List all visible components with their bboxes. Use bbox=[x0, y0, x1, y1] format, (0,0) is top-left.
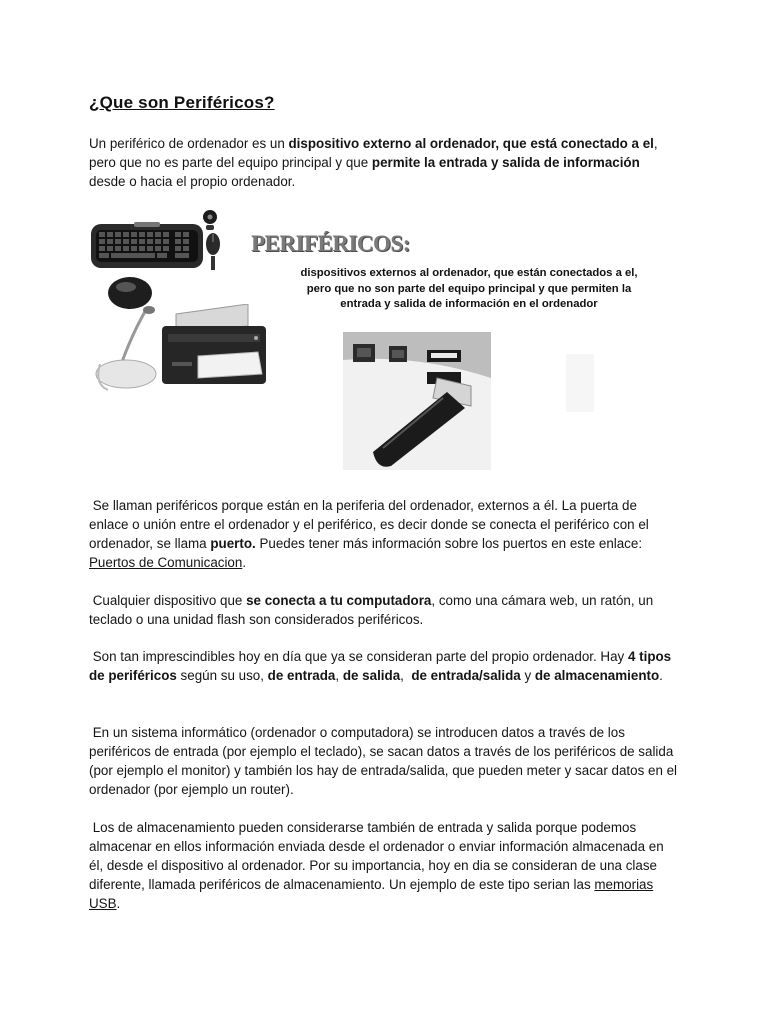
para2-text-1: Se llaman periféricos porque están en la periferia del ordenador, externos a él. La puerta de enlace o unión entre el ordenador y el periférico, es decir donde se conecta el periférico con el ordenador, se llama bbox=[89, 498, 649, 551]
para4-bold-3: de salida bbox=[342, 668, 401, 683]
image-desc-line-3: entrada y salida de información en el ordenador bbox=[340, 298, 598, 310]
para6-text-1: Los de almacenamiento pueden considerarse también de entrada y salida porque podemos almacenar en ellos información enviada desde el ordenador o enviar información almacenada en él, desde el dispositivo al ordenador. Por su importancia, hoy en dia se consideran de una clase diferente, llamada periféricos de almacenamiento. Un ejemplo de este tipo serian las bbox=[89, 820, 664, 892]
intro-bold-2: permite la entrada y salida de información bbox=[371, 155, 640, 170]
keyboard-icon bbox=[90, 220, 205, 272]
para3-text-2: , como una cámara web, un ratón, un teclado o una unidad flash son considerados periféricos. bbox=[89, 593, 654, 627]
para4-bold-1: 4 tipos de periféricos bbox=[89, 649, 672, 683]
image-desc-line-2: pero que no son parte del equipo principal y que permiten la bbox=[306, 282, 632, 295]
intro-paragraph bbox=[89, 134, 679, 191]
ports-paragraph bbox=[89, 496, 679, 572]
para4-bold-4: de entrada/salida bbox=[411, 668, 521, 683]
types-paragraph bbox=[89, 647, 679, 685]
device-paragraph bbox=[89, 591, 679, 629]
image-heading: PERIFÉRICOS: bbox=[251, 231, 410, 256]
para2-text-2: Puedes tener más información sobre los puertos en este enlace: bbox=[255, 536, 643, 551]
para2-text-3: . bbox=[242, 555, 247, 570]
page-title: ¿Que son Periféricos? bbox=[89, 93, 275, 112]
peripherals-illustration bbox=[86, 204, 656, 476]
usb-memory-link[interactable]: memorias USB bbox=[89, 877, 654, 911]
image-description bbox=[284, 266, 654, 313]
faint-artifact bbox=[562, 350, 598, 416]
para4-text-3: , bbox=[335, 668, 343, 683]
para4-text-4: , bbox=[400, 668, 412, 683]
para3-bold-1: se conecta a tu computadora bbox=[246, 593, 432, 608]
storage-paragraph bbox=[89, 818, 679, 913]
para3-text-1: Cualquier dispositivo que bbox=[92, 593, 247, 608]
para4-bold-5: de almacenamiento bbox=[534, 668, 660, 683]
para4-text-6: . bbox=[659, 668, 663, 683]
intro-text-2: , pero que no es parte del equipo principal y que bbox=[89, 136, 658, 170]
para4-text-1: Son tan imprescindibles hoy en día que ya se consideran parte del propio ordenador. Hay bbox=[92, 649, 628, 664]
para4-text-2: según su uso, bbox=[176, 668, 268, 683]
small-mouse-icon bbox=[203, 232, 223, 272]
ports-link[interactable]: Puertos de Comunicacion bbox=[89, 555, 243, 570]
para2-bold-1: puerto. bbox=[210, 536, 256, 551]
intro-text-1: Un periférico de ordenador es un bbox=[89, 136, 289, 151]
para6-text-2: . bbox=[116, 896, 121, 911]
intro-bold-1: dispositivo externo al ordenador, que está conectado a el bbox=[288, 136, 654, 151]
para4-text-5: y bbox=[520, 668, 535, 683]
system-paragraph bbox=[89, 723, 679, 799]
usb-plug-icon bbox=[343, 332, 491, 470]
webcam-icon bbox=[199, 208, 221, 232]
para4-bold-2: de entrada bbox=[267, 668, 336, 683]
image-desc-line-1: dispositivos externos al ordenador, que están conectados a el, bbox=[300, 267, 638, 279]
printer-icon bbox=[158, 304, 270, 392]
para5-text: En un sistema informático (ordenador o computadora) se introducen datos a través de los periféricos de entrada (por ejemplo el teclado), se sacan datos a través de los periféricos de salida (por ejemplo el monitor) y también los hay de entrada/salida, que pueden meter y sacar datos en el ordenador (por ejemplo un router). bbox=[89, 725, 678, 797]
intro-text-3: desde o hacia el propio ordenador. bbox=[89, 174, 296, 189]
